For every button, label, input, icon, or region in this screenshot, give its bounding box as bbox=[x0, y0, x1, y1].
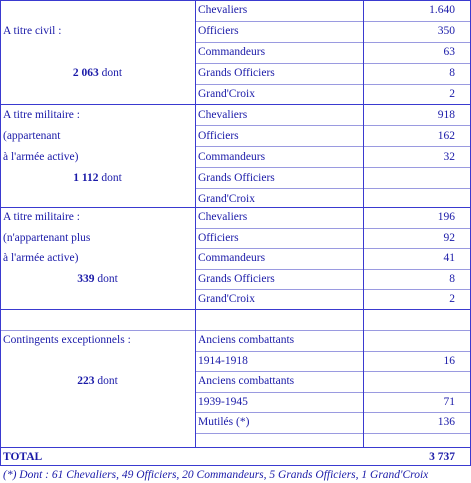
count-cell: 2 bbox=[449, 293, 455, 305]
table-row bbox=[0, 228, 471, 249]
grid-line bbox=[195, 412, 471, 413]
count-cell: 136 bbox=[437, 416, 455, 428]
count-cell: 16 bbox=[443, 355, 455, 367]
rank-cell: 1914-1918 bbox=[198, 355, 248, 367]
rank-cell: Grands Officiers bbox=[198, 273, 275, 285]
count-cell: 32 bbox=[443, 151, 455, 163]
group-border bbox=[0, 447, 471, 448]
count-cell: 2 bbox=[449, 88, 455, 100]
table-row bbox=[0, 269, 471, 290]
table-row bbox=[0, 168, 471, 189]
table-row bbox=[0, 105, 471, 126]
rank-cell: Officiers bbox=[198, 25, 239, 37]
grid-line bbox=[195, 84, 471, 85]
count-cell: 162 bbox=[437, 130, 455, 142]
group-border bbox=[0, 309, 471, 310]
category-cell bbox=[3, 42, 192, 63]
category-cell: à l'armée active) bbox=[3, 151, 79, 163]
count-cell: 196 bbox=[437, 211, 455, 223]
category-cell: à l'armée active) bbox=[3, 252, 79, 264]
table-row bbox=[0, 126, 471, 147]
count-cell: 1.640 bbox=[429, 4, 455, 16]
rank-cell: Officiers bbox=[198, 130, 239, 142]
table-row bbox=[0, 392, 471, 413]
grid-line bbox=[0, 0, 471, 1]
count-cell bbox=[366, 168, 455, 189]
grid-line bbox=[195, 351, 471, 352]
count-cell: 918 bbox=[437, 109, 455, 121]
grid-line bbox=[195, 167, 471, 168]
category-cell: A titre militaire : bbox=[3, 211, 80, 223]
subtotal-value: 2 063 bbox=[72, 67, 99, 79]
category-cell bbox=[3, 392, 192, 413]
total-value: 3 737 bbox=[429, 451, 455, 463]
table-row bbox=[0, 412, 471, 433]
count-cell: 71 bbox=[443, 396, 455, 408]
subtotal-value: 1 112 bbox=[73, 172, 99, 184]
rank-cell: Grand'Croix bbox=[198, 193, 256, 205]
rank-cell: Chevaliers bbox=[198, 211, 248, 223]
table-row bbox=[0, 351, 471, 372]
count-cell: 92 bbox=[443, 232, 455, 244]
rank-cell: 1939-1945 bbox=[198, 396, 248, 408]
count-cell: 41 bbox=[443, 252, 455, 264]
grid-line bbox=[0, 0, 1, 466]
group-subtotal bbox=[0, 269, 195, 290]
rank-cell: Commandeurs bbox=[198, 252, 266, 264]
subtotal-suffix: dont bbox=[101, 67, 123, 79]
grid-line bbox=[195, 125, 471, 126]
grid-line bbox=[195, 392, 471, 393]
subtotal-value: 223 bbox=[77, 375, 95, 387]
count-cell: 8 bbox=[449, 273, 455, 285]
rank-cell: Grands Officiers bbox=[198, 67, 275, 79]
category-cell bbox=[3, 289, 192, 310]
table-row bbox=[0, 21, 471, 42]
footnote: (*) Dont : 61 Chevaliers, 49 Officiers, 20 Commandeurs, 5 Grands Officiers, 1 Grand'Croix bbox=[3, 469, 429, 481]
grid-line bbox=[195, 146, 471, 147]
subtotal-suffix: dont bbox=[97, 375, 118, 387]
rank-cell: Commandeurs bbox=[198, 46, 266, 58]
group-border bbox=[0, 104, 471, 105]
category-cell: Contingents exceptionnels : bbox=[3, 334, 131, 346]
grid-line bbox=[195, 269, 471, 270]
group-subtotal bbox=[0, 371, 195, 392]
group-border bbox=[0, 207, 471, 208]
category-cell: A titre militaire : bbox=[3, 109, 80, 121]
category-cell: A titre civil : bbox=[3, 25, 62, 37]
grid-line bbox=[195, 42, 471, 43]
category-cell bbox=[3, 0, 192, 21]
table-row bbox=[0, 84, 471, 105]
rank-cell: Chevaliers bbox=[198, 109, 248, 121]
rank-cell: Grands Officiers bbox=[198, 172, 275, 184]
count-cell bbox=[366, 330, 455, 351]
column-divider bbox=[195, 0, 196, 448]
table-row bbox=[0, 63, 471, 84]
table-row bbox=[0, 147, 471, 168]
table-row bbox=[0, 0, 471, 21]
table-row bbox=[0, 42, 471, 63]
grid-line bbox=[195, 188, 471, 189]
table-row bbox=[0, 248, 471, 269]
group-subtotal bbox=[0, 63, 195, 84]
rank-cell: Commandeurs bbox=[198, 151, 266, 163]
category-cell: (appartenant bbox=[3, 130, 61, 142]
category-cell bbox=[3, 84, 192, 105]
grid-line bbox=[195, 21, 471, 22]
count-cell: 350 bbox=[437, 25, 455, 37]
grid-line bbox=[0, 330, 471, 331]
table-row bbox=[0, 207, 471, 228]
rank-cell: Anciens combattants bbox=[198, 334, 295, 346]
category-cell bbox=[3, 351, 192, 372]
count-cell: 8 bbox=[449, 67, 455, 79]
rank-cell: Officiers bbox=[198, 232, 239, 244]
subtotal-value: 339 bbox=[77, 273, 95, 285]
grid-line bbox=[195, 248, 471, 249]
group-border bbox=[0, 465, 471, 466]
grid-line bbox=[195, 289, 471, 290]
grid-line bbox=[195, 371, 471, 372]
count-cell: 63 bbox=[443, 46, 455, 58]
grid-line bbox=[195, 63, 471, 64]
rank-cell: Mutilés (*) bbox=[198, 416, 250, 428]
subtotal-suffix: dont bbox=[101, 172, 122, 184]
subtotal-suffix: dont bbox=[97, 273, 118, 285]
rank-cell: Grand'Croix bbox=[198, 293, 256, 305]
table-row bbox=[0, 330, 471, 351]
count-cell bbox=[366, 371, 455, 392]
category-cell bbox=[3, 412, 192, 433]
category-cell: (n'appartenant plus bbox=[3, 232, 91, 244]
rank-cell: Grand'Croix bbox=[198, 88, 256, 100]
group-subtotal bbox=[0, 168, 195, 189]
rank-cell: Chevaliers bbox=[198, 4, 248, 16]
table-row bbox=[0, 371, 471, 392]
column-divider bbox=[363, 0, 364, 448]
rank-cell: Anciens combattants bbox=[198, 375, 295, 387]
grid-line bbox=[195, 433, 471, 434]
total-label: TOTAL bbox=[3, 451, 43, 463]
table-row bbox=[0, 289, 471, 310]
grid-line bbox=[195, 228, 471, 229]
